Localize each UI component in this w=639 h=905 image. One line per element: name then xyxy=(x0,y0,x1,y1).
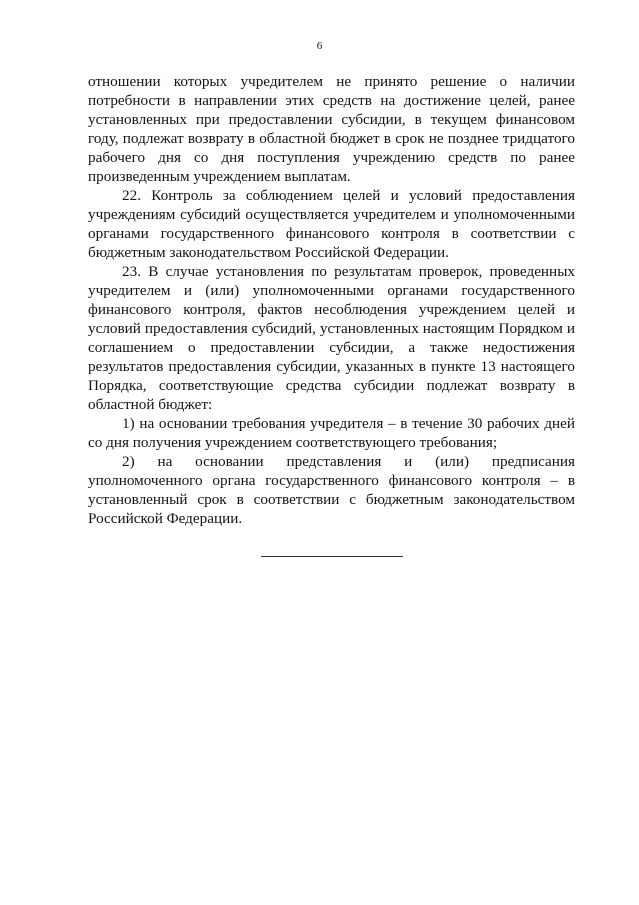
paragraph-continuation: отношении которых учредителем не принято решение о наличии потребности в направлении этих средств на достижение целей, ранее установленных при предоставлении субсидии, в текущем финансовом году, подлежат возврату в областной бюджет в срок не позднее тридцатого рабочего дня со дня поступления учреждению средств по ранее произведенным учреждением выплатам. xyxy=(88,73,575,185)
paragraph-clause-22: 22. Контроль за соблюдением целей и условий предоставления учреждениям субсидий осуществляется учредителем и уполномоченными органами государственного финансового контроля в соответствии с бюджетным законодательством Российской Федерации. xyxy=(88,187,575,261)
page-number: 6 xyxy=(316,40,323,52)
end-of-document-divider xyxy=(261,556,403,557)
document-body xyxy=(88,72,575,528)
paragraph-subclause-2: 2) на основании представления и (или) предписания уполномоченного органа государственного финансового контроля – в установленный срок в соответствии с бюджетным законодательством Российской Федерации. xyxy=(88,453,575,527)
paragraph-subclause-1: 1) на основании требования учредителя – в течение 30 рабочих дней со дня получения учреждением соответствующего требования; xyxy=(88,415,575,451)
paragraph-clause-23: 23. В случае установления по результатам проверок, проведенных учредителем и (или) уполномоченными органами государственного финансового контроля, фактов несоблюдения учреждением целей и условий предоставления субсидий, установленных настоящим Порядком и соглашением о предоставлении субсидии, а также недостижения результатов предоставления субсидии, указанных в пункте 13 настоящего Порядка, соответствующие средства субсидии подлежат возврату в областной бюджет: xyxy=(88,263,575,413)
